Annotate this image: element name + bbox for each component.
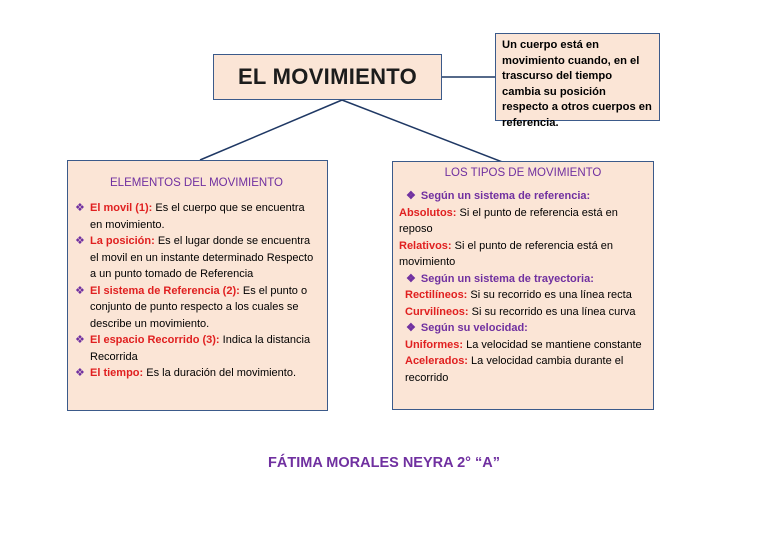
element-item: [74, 233, 319, 283]
type-text: Si el punto de referencia está en movimiento: [399, 239, 614, 268]
type-item: [399, 205, 647, 238]
type-text: La velocidad cambia durante el recorrido: [405, 355, 624, 384]
type-term: Absolutos:: [399, 206, 457, 219]
type-group-label: Según un sistema de trayectoria:: [420, 272, 594, 285]
type-group-label: Según un sistema de referencia:: [420, 190, 591, 202]
type-text: Si su recorrido es una línea curva: [468, 305, 636, 318]
main-title: EL MOVIMIENTO: [213, 54, 442, 100]
types-heading: LOS TIPOS DE MOVIMIENTO: [444, 167, 602, 179]
type-text: Si su recorrido es una línea recta: [467, 289, 632, 301]
element-term: El espacio Recorrido (3):: [90, 334, 220, 346]
type-group-label: Según su velocidad:: [420, 322, 528, 334]
elements-box: [67, 160, 328, 411]
type-group-heading: [399, 271, 647, 288]
definition-box: Un cuerpo está en movimiento cuando, en el trascurso del tiempo cambia su posición respecto a otros cuerpos en referencia.: [495, 33, 660, 121]
type-term: Rectilíneos:: [405, 289, 468, 301]
diamond-bullet-icon: ❖: [406, 272, 416, 285]
diamond-bullet-icon: ❖: [406, 322, 416, 334]
diamond-bullet-icon: ❖: [75, 367, 85, 379]
type-item: [399, 337, 647, 354]
element-item: [74, 200, 319, 233]
type-group-heading: [399, 188, 647, 205]
types-box: [392, 161, 654, 410]
element-item: [74, 365, 319, 382]
type-text: Si el punto de referencia está en reposo: [399, 206, 618, 235]
element-term: El movil (1):: [90, 202, 153, 214]
connector-title-types: [342, 100, 518, 168]
type-term: Uniformes:: [405, 338, 464, 351]
connector-title-elements: [200, 100, 342, 160]
diamond-bullet-icon: ❖: [75, 334, 85, 346]
type-term: Curvilíneos:: [405, 305, 469, 318]
type-item: [399, 353, 647, 386]
elements-heading: ELEMENTOS DEL MOVIMIENTO: [110, 177, 283, 189]
element-text: Es el cuerpo que se encuentra en movimiento.: [90, 202, 305, 231]
type-item: [399, 287, 647, 304]
element-text: Es la duración del movimiento.: [143, 367, 297, 379]
author-name: FÁTIMA MORALES NEYRA 2° “A”: [268, 455, 500, 471]
type-item: [399, 304, 647, 321]
element-text: Es el lugar donde se encuentra el movil en un instante determinado Respecto a un punto tomado de Referencia: [90, 235, 314, 280]
element-text: Es el punto o conjunto de punto respecto a los cuales se describe un movimiento.: [90, 284, 308, 330]
type-item: [399, 238, 647, 271]
diamond-bullet-icon: ❖: [75, 235, 85, 247]
element-text: Indica la distancia Recorrida: [90, 334, 311, 363]
type-term: Relativos:: [399, 239, 452, 252]
element-term: El tiempo:: [90, 367, 144, 379]
type-term: Acelerados:: [405, 355, 468, 367]
element-item: [74, 283, 319, 333]
element-term: El sistema de Referencia (2):: [90, 284, 240, 297]
type-group-heading: [399, 320, 647, 337]
type-text: La velocidad se mantiene constante: [463, 338, 642, 351]
diamond-bullet-icon: ❖: [75, 284, 85, 297]
diamond-bullet-icon: ❖: [75, 202, 85, 214]
diamond-bullet-icon: ❖: [406, 190, 416, 202]
element-term: La posición:: [90, 235, 155, 247]
element-item: [74, 332, 319, 365]
